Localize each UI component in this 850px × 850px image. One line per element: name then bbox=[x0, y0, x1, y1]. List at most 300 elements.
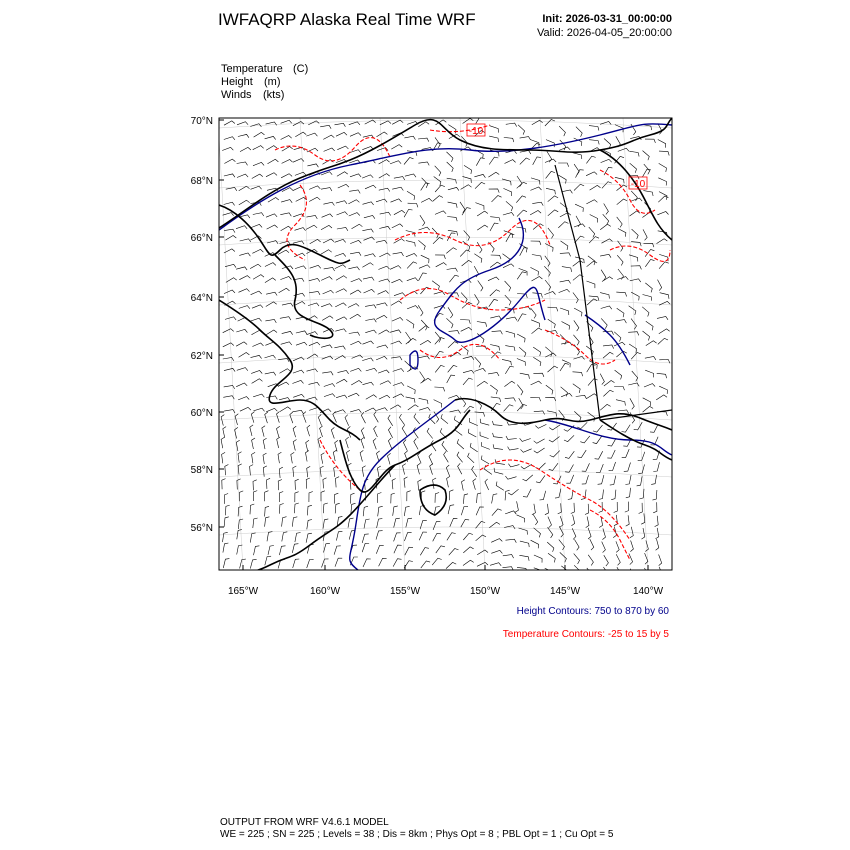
wind-barb bbox=[407, 191, 415, 200]
wind-barb bbox=[279, 288, 290, 292]
wind-barb bbox=[493, 444, 503, 449]
wind-barb bbox=[361, 428, 365, 439]
wind-barb bbox=[449, 275, 458, 282]
wind-barb bbox=[503, 555, 514, 559]
wind-barb bbox=[548, 366, 558, 372]
wind-barb bbox=[321, 225, 332, 229]
wind-barb bbox=[335, 239, 346, 242]
wind-barb bbox=[573, 384, 580, 393]
wind-barb bbox=[491, 255, 501, 259]
wind-barb bbox=[560, 213, 571, 217]
wind-barb bbox=[268, 159, 279, 164]
footer-config: WE = 225 ; SN = 225 ; Levels = 38 ; Dis = 8km ; Phys Opt = 8 ; PBL Opt = 1 ; Cu Opt = 5 bbox=[220, 829, 614, 840]
wind-barb bbox=[323, 135, 334, 139]
wind-barb bbox=[477, 322, 487, 327]
wind-barb bbox=[277, 426, 280, 437]
wind-barb bbox=[503, 264, 514, 268]
wind-barb bbox=[365, 185, 376, 189]
wind-barb bbox=[603, 567, 608, 578]
wind-barb bbox=[419, 398, 428, 404]
wind-barb bbox=[637, 476, 643, 486]
wind-barb bbox=[494, 468, 503, 474]
wind-barb bbox=[632, 229, 639, 239]
wind-barb bbox=[238, 452, 242, 463]
wind-barb bbox=[447, 533, 456, 541]
wind-barb bbox=[331, 427, 334, 438]
wind-barb bbox=[560, 308, 569, 315]
wind-barb bbox=[624, 463, 631, 472]
lat-label: 66°N bbox=[190, 233, 213, 244]
lon-label: 145°W bbox=[549, 586, 581, 597]
wind-barb bbox=[226, 188, 237, 191]
wind-barb bbox=[505, 346, 515, 351]
wind-barb bbox=[502, 179, 511, 185]
wind-barb bbox=[250, 533, 255, 543]
wind-barb bbox=[335, 265, 346, 269]
wind-barb bbox=[446, 465, 449, 476]
wind-barb bbox=[239, 200, 250, 205]
wind-barb bbox=[600, 404, 610, 410]
wind-barb bbox=[630, 279, 641, 282]
wind-barb bbox=[376, 303, 387, 306]
wind-barb bbox=[520, 438, 531, 441]
wind-barb bbox=[614, 515, 618, 526]
wind-barb bbox=[504, 381, 515, 386]
wind-barb bbox=[310, 265, 321, 268]
wind-barb bbox=[253, 394, 264, 397]
wind-barb bbox=[265, 412, 268, 423]
wind-barb bbox=[448, 342, 458, 348]
coastline-peninsula bbox=[230, 465, 395, 575]
wind-barb bbox=[434, 387, 444, 391]
chart-title: IWFAQRP Alaska Real Time WRF bbox=[218, 10, 476, 29]
wind-barb bbox=[601, 270, 606, 281]
wind-barb bbox=[476, 116, 485, 124]
wind-barb bbox=[490, 316, 501, 319]
wind-barb bbox=[574, 539, 579, 550]
wind-barb bbox=[601, 306, 612, 309]
wind-barb bbox=[293, 559, 300, 568]
wind-barb bbox=[393, 253, 404, 257]
wind-barb bbox=[590, 185, 601, 190]
wind-barb bbox=[457, 452, 463, 463]
wind-barb bbox=[450, 490, 454, 501]
wind-barb bbox=[349, 332, 360, 336]
wind-barb bbox=[366, 395, 377, 400]
wind-barb bbox=[558, 503, 562, 514]
wind-barb bbox=[549, 425, 560, 430]
wind-barb bbox=[580, 436, 590, 443]
wind-barb bbox=[323, 478, 327, 489]
wind-barb bbox=[448, 307, 453, 318]
wind-barb bbox=[362, 175, 373, 178]
wind-barb bbox=[322, 316, 333, 321]
wind-barb bbox=[419, 356, 430, 359]
graticule-lat bbox=[219, 527, 672, 535]
wind-barb bbox=[548, 553, 555, 562]
wind-barb bbox=[237, 162, 248, 165]
wind-barb bbox=[517, 359, 525, 366]
wind-barb bbox=[320, 125, 331, 128]
wind-barb bbox=[251, 291, 262, 295]
wind-barb bbox=[609, 462, 616, 471]
wind-barb bbox=[347, 450, 350, 461]
wind-barb bbox=[336, 201, 347, 204]
wind-barb bbox=[573, 261, 584, 267]
wind-barb bbox=[392, 120, 403, 124]
wind-barb bbox=[335, 123, 346, 126]
wind-barb bbox=[435, 211, 446, 215]
wind-barb bbox=[309, 197, 320, 201]
wind-barb bbox=[560, 280, 571, 283]
wind-barb bbox=[603, 352, 613, 358]
wind-barb bbox=[560, 363, 569, 371]
wind-barb bbox=[653, 490, 657, 500]
wind-barb bbox=[378, 370, 389, 373]
wind-barb bbox=[604, 555, 609, 566]
wind-barb bbox=[350, 252, 361, 256]
wind-barb bbox=[406, 397, 415, 403]
wind-barb bbox=[651, 475, 656, 485]
wind-barb bbox=[587, 299, 597, 305]
wind-barb bbox=[362, 263, 373, 268]
wind-barb bbox=[379, 160, 390, 164]
wind-barb bbox=[407, 278, 418, 281]
wind-barb bbox=[463, 378, 473, 385]
wind-barb bbox=[488, 172, 499, 177]
wind-barb bbox=[224, 121, 235, 125]
wind-barb bbox=[278, 480, 282, 491]
wind-barb bbox=[505, 398, 516, 402]
wind-barb bbox=[531, 320, 539, 327]
wind-barb bbox=[521, 464, 532, 469]
wind-barb bbox=[414, 439, 418, 450]
wind-barb bbox=[603, 390, 613, 396]
wind-barb bbox=[629, 151, 639, 156]
wind-barb bbox=[548, 196, 558, 202]
wind-barb bbox=[585, 504, 589, 515]
wind-barb bbox=[280, 317, 291, 320]
wind-barb bbox=[348, 518, 354, 528]
wind-barb bbox=[444, 451, 449, 462]
wind-barb bbox=[435, 185, 445, 192]
wind-barb bbox=[475, 368, 486, 371]
wind-barb bbox=[391, 493, 395, 503]
wind-barb bbox=[393, 559, 401, 567]
wind-barb bbox=[435, 166, 441, 176]
wind-barb bbox=[531, 308, 537, 319]
wind-barb bbox=[379, 174, 390, 179]
wind-barb bbox=[321, 188, 332, 191]
wind-barb bbox=[658, 178, 666, 186]
wind-barb bbox=[348, 267, 359, 270]
wind-barb bbox=[545, 397, 556, 401]
wind-barb bbox=[587, 281, 595, 288]
wind-barb bbox=[322, 356, 333, 359]
wind-barb bbox=[565, 451, 574, 458]
wind-barb bbox=[419, 326, 430, 332]
wind-barb bbox=[296, 331, 307, 334]
wind-barb bbox=[533, 224, 543, 230]
wind-barb bbox=[293, 410, 304, 413]
wind-barb bbox=[306, 225, 317, 229]
wind-barb bbox=[266, 396, 277, 399]
wind-barb bbox=[265, 556, 271, 565]
wind-barb bbox=[534, 528, 541, 538]
wind-barb bbox=[350, 150, 361, 153]
wind-barb bbox=[279, 546, 285, 555]
wind-barb bbox=[363, 559, 371, 567]
wind-barb bbox=[450, 410, 461, 413]
wind-barb bbox=[659, 262, 669, 269]
wind-barb bbox=[576, 395, 587, 399]
wind-barb bbox=[265, 517, 270, 527]
wind-barb bbox=[616, 554, 620, 565]
wind-barb bbox=[295, 228, 306, 231]
wind-barb bbox=[645, 260, 654, 267]
wind-barb bbox=[293, 394, 304, 397]
wind-barb bbox=[599, 490, 604, 500]
wind-barb bbox=[267, 532, 272, 542]
wind-barb bbox=[489, 299, 498, 306]
wind-barb bbox=[351, 279, 362, 282]
wind-barb bbox=[653, 462, 659, 471]
wind-barb bbox=[477, 550, 488, 555]
wind-barb bbox=[562, 267, 572, 272]
wind-barb bbox=[403, 440, 407, 451]
wind-barb bbox=[629, 554, 633, 565]
wind-barb bbox=[504, 526, 515, 529]
wind-barb bbox=[463, 533, 473, 540]
wind-barb bbox=[362, 358, 373, 361]
wind-barb bbox=[470, 443, 478, 452]
wind-barb bbox=[533, 347, 540, 356]
wind-barb bbox=[506, 123, 517, 127]
wind-barb bbox=[534, 448, 545, 453]
wind-barb bbox=[337, 146, 348, 150]
wind-barb bbox=[323, 290, 334, 294]
wind-barb bbox=[418, 240, 425, 250]
wind-barb bbox=[558, 222, 568, 228]
wind-barb bbox=[362, 544, 369, 553]
field-temperature-name: Temperature bbox=[221, 63, 283, 75]
wind-barb bbox=[607, 450, 615, 458]
wind-barb bbox=[364, 289, 375, 293]
wind-barb bbox=[293, 440, 296, 451]
wind-barb bbox=[517, 210, 527, 216]
wind-barb bbox=[631, 292, 639, 300]
wind-barb bbox=[307, 559, 314, 568]
wind-barb bbox=[558, 163, 569, 167]
wind-barb bbox=[361, 437, 364, 448]
wind-barb bbox=[239, 186, 250, 191]
wind-barb bbox=[433, 522, 440, 530]
wind-barb bbox=[532, 504, 536, 515]
wind-barb bbox=[350, 368, 361, 371]
wind-barb bbox=[461, 327, 472, 331]
wind-barb bbox=[477, 562, 488, 566]
wind-barb bbox=[225, 465, 229, 476]
wind-barb bbox=[393, 394, 404, 398]
wind-barb bbox=[600, 374, 604, 385]
wind-barb bbox=[290, 412, 293, 423]
wind-barb bbox=[380, 121, 391, 125]
wind-barb bbox=[296, 342, 307, 345]
wind-barbs bbox=[221, 116, 670, 580]
wind-barb bbox=[324, 543, 330, 552]
wind-barb bbox=[533, 157, 541, 165]
wind-barb bbox=[352, 224, 363, 229]
wind-barb bbox=[402, 425, 407, 436]
wind-barb bbox=[628, 332, 639, 336]
field-winds-name: Winds bbox=[221, 89, 252, 101]
wind-barb bbox=[379, 253, 390, 257]
height-contour bbox=[219, 124, 672, 230]
wind-barb bbox=[561, 387, 568, 397]
wind-barb bbox=[534, 411, 545, 415]
wind-barb bbox=[449, 331, 460, 335]
wind-barb bbox=[420, 548, 429, 556]
wind-barb bbox=[223, 427, 226, 438]
wind-barb bbox=[616, 400, 625, 406]
wind-barb bbox=[534, 439, 545, 443]
wind-barb bbox=[365, 305, 376, 308]
wind-barb bbox=[540, 491, 546, 500]
wind-barb bbox=[625, 502, 629, 512]
wind-barb bbox=[653, 502, 657, 513]
wind-barb bbox=[615, 177, 624, 183]
wind-barb bbox=[364, 237, 375, 240]
wind-barb bbox=[238, 506, 242, 516]
wind-barb bbox=[559, 289, 570, 292]
wind-barb bbox=[626, 515, 630, 526]
wind-barb bbox=[235, 427, 238, 438]
wind-barb bbox=[630, 541, 633, 552]
wind-barb bbox=[407, 491, 411, 501]
wind-barb bbox=[547, 542, 554, 552]
wind-barb bbox=[656, 395, 667, 400]
wind-barb bbox=[253, 408, 264, 411]
wind-barb bbox=[404, 533, 411, 541]
wind-barb bbox=[463, 547, 473, 553]
wind-barb bbox=[432, 281, 439, 290]
wind-barb bbox=[345, 415, 349, 426]
wind-barb bbox=[574, 554, 580, 564]
init-time: Init: 2026-03-31_00:00:00 bbox=[542, 13, 672, 25]
wind-barb bbox=[493, 433, 503, 438]
wind-barb bbox=[659, 329, 670, 334]
wind-barb bbox=[490, 290, 500, 296]
wind-barb bbox=[506, 331, 515, 337]
wind-barb bbox=[532, 328, 543, 334]
field-height-unit: (m) bbox=[264, 76, 281, 88]
wind-barb bbox=[262, 426, 265, 437]
temperature-contour bbox=[480, 460, 630, 540]
wind-barb bbox=[448, 365, 458, 372]
wind-barb bbox=[223, 532, 228, 542]
wind-barb bbox=[457, 439, 464, 449]
wind-barb bbox=[548, 210, 558, 216]
wind-barb bbox=[292, 517, 297, 527]
wind-barb bbox=[555, 489, 561, 498]
wind-barb bbox=[251, 224, 262, 227]
wind-barb bbox=[631, 319, 636, 330]
wind-barb bbox=[418, 162, 429, 166]
wind-barb bbox=[530, 211, 541, 215]
height-contour bbox=[350, 400, 455, 570]
wind-barb bbox=[279, 492, 283, 503]
wind-barb bbox=[360, 450, 363, 461]
wind-barb bbox=[643, 398, 651, 406]
wind-barb bbox=[418, 305, 423, 316]
wind-barb bbox=[236, 342, 247, 346]
wind-barb bbox=[307, 369, 318, 372]
wind-barb bbox=[379, 395, 390, 399]
wind-barb bbox=[265, 372, 276, 375]
wind-barb bbox=[474, 174, 485, 177]
wind-barb bbox=[593, 436, 602, 443]
wind-barb bbox=[336, 317, 347, 321]
wind-barb bbox=[253, 275, 264, 280]
wind-barb bbox=[388, 453, 391, 464]
wind-barb bbox=[477, 225, 488, 230]
wind-barb bbox=[657, 317, 668, 320]
wind-barb bbox=[307, 148, 318, 152]
wind-barb bbox=[477, 211, 488, 216]
wind-barb bbox=[348, 304, 359, 308]
wind-barb bbox=[281, 342, 292, 345]
wind-barb bbox=[221, 437, 224, 448]
wind-barb bbox=[237, 174, 248, 177]
wind-barb bbox=[404, 136, 415, 139]
wind-barb bbox=[321, 304, 332, 307]
wind-barb bbox=[295, 533, 301, 543]
wind-barb bbox=[458, 463, 462, 474]
wind-barb bbox=[506, 317, 517, 320]
wind-barb bbox=[505, 490, 510, 500]
wind-barb bbox=[346, 437, 349, 448]
wind-barb bbox=[238, 397, 249, 400]
wind-barb bbox=[265, 320, 276, 323]
wind-barb bbox=[506, 539, 517, 543]
wind-barb bbox=[239, 306, 250, 309]
wind-barb bbox=[600, 293, 609, 299]
wind-barb bbox=[534, 555, 542, 563]
wind-barb bbox=[335, 253, 346, 256]
wind-barb bbox=[617, 567, 622, 578]
wind-barb bbox=[587, 261, 598, 267]
wind-barb bbox=[602, 182, 612, 189]
wind-barb bbox=[575, 204, 583, 212]
wind-barb bbox=[462, 480, 465, 491]
wind-barb bbox=[277, 412, 280, 423]
wind-barb bbox=[629, 306, 636, 315]
wind-barb bbox=[408, 203, 418, 207]
wind-barb bbox=[490, 345, 500, 351]
wind-barb bbox=[446, 562, 456, 568]
wind-barb bbox=[224, 159, 235, 163]
wind-barb bbox=[265, 263, 276, 267]
wind-barb bbox=[334, 410, 345, 413]
wind-barb bbox=[638, 464, 644, 473]
wind-barb bbox=[461, 185, 472, 190]
temp-contour-label: -10 bbox=[630, 179, 646, 190]
wind-barb bbox=[407, 306, 418, 309]
wind-barb bbox=[374, 426, 378, 437]
wind-barb bbox=[602, 529, 605, 540]
wind-barb bbox=[505, 295, 511, 305]
wind-barb bbox=[481, 442, 489, 449]
